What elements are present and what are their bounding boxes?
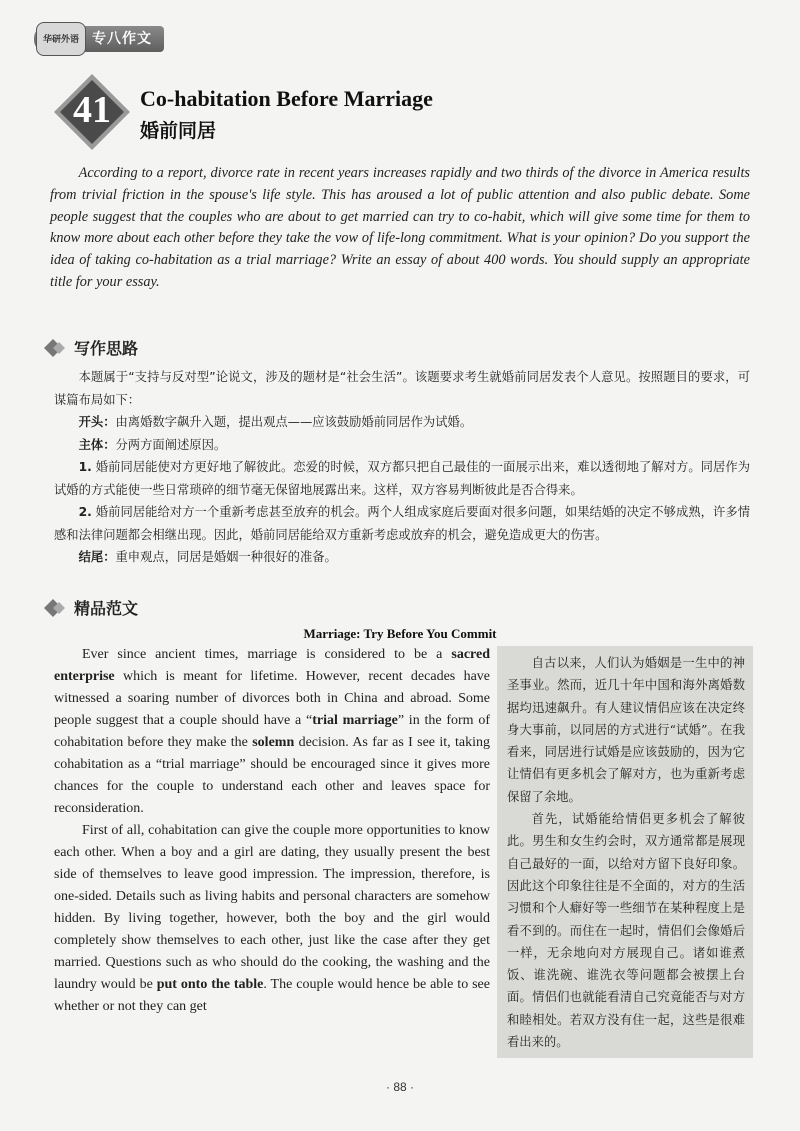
bold-phrase: sacred enterprise (54, 647, 490, 684)
page-number: · 88 · (385, 1080, 414, 1094)
text-run: . The couple would hence be able to see whether or not they can get (54, 977, 490, 1014)
outline-intro: 本题属于“支持与反对型”论说文，涉及的题材是“社会生活”。该题要求考生就婚前同居发表个人意见。按照题目的要求，可谋篇布局如下： (54, 370, 750, 407)
category-label: 专八作文 (92, 31, 152, 47)
bold-phrase: solemn (252, 735, 295, 750)
text-run: decision. As far as I see it, taking cohabitation as a “trial marriage” should be encouraged since it gives more chances for the couple to understand each other and leaves space for reconsideration. (54, 735, 490, 816)
essay-title: Marriage: Try Before You Commit (303, 626, 497, 641)
logo-text: 华研外语 (42, 34, 79, 44)
point-2-label: 2. (78, 505, 92, 519)
topic-number: 41 (73, 89, 111, 131)
translation-paragraph-1: 自古以来，人们认为婚姻是一生中的神圣事业。然而，近几十年中国和海外离婚数据均迅速飙升。有人建议情侣应该在决定终身大事前，以同居的方式进行“试婚”。在我看来，同居进行试婚是应该鼓励的，因为它让情侣有更多机会了解对方，也为重新考虑保留了余地。 (507, 656, 745, 804)
opening-label: 开头： (78, 415, 116, 429)
outline-body (54, 434, 750, 457)
prompt-text: According to a report, divorce rate in recent years increases rapidly and two thirds of the divorce in America results from trivial friction in the spouse's life style. This has aroused a lot of public attention and also public debate. Some people suggest that the couples who are about to get married can try to co-habit, which will give some time for them to know more about each other before they take the vow of life-long commitment. What is your opinion? Do you support the idea of taking co-habitation as a trial marriage? Write an essay of about 400 words. You should supply an appropriate title for your essay. (50, 165, 750, 290)
point-1-label: 1. (78, 460, 92, 474)
outline-point-1 (54, 456, 750, 501)
bold-phrase: trial marriage (312, 713, 398, 728)
title-chinese: 婚前同居 (140, 120, 217, 142)
section-heading-text: 写作思路 (74, 339, 139, 358)
point-1-text: 婚前同居能使对方更好地了解彼此。恋爱的时候，双方都只把自己最佳的一面展示出来，难以透彻地了解对方。同居作为试婚的方式能使一些日常琐碎的细节毫无保留地展露出来。这样，双方容易判断彼此是否合得来。 (54, 460, 750, 497)
translation-paragraph-2: 首先，试婚能给情侣更多机会了解彼此。男生和女生约会时，双方通常都是展现自己最好的一面，以给对方留下良好印象。因此这个印象往往是不全面的，对方的生活习惯和个人癖好等一些细节在某种程度上是看不到的。而住在一起时，情侣们会像婚后一样，无余地向对方展现自己。诸如谁煮饭、谁洗碗、谁洗衣等问题都会被摆上台面。情侣们也就能看清自己究竟能否与对方和睦相处。若双方没有住一起，这些是很难看出来的。 (507, 812, 745, 1050)
section-heading-text: 精品范文 (74, 599, 139, 618)
body-text: 分两方面阐述原因。 (115, 437, 227, 452)
title-english: Co-habitation Before Marriage (140, 86, 433, 111)
outline-point-2 (54, 501, 750, 546)
writing-outline (54, 366, 750, 569)
essay-paragraph-1 (54, 644, 490, 820)
body-label: 主体： (78, 437, 116, 452)
publisher-logo (36, 22, 86, 56)
point-2-text: 婚前同居能给对方一个重新考虑甚至放弃的机会。两个人组成家庭后要面对很多问题，如果结婚的决定不够成熟，许多情感和法律问题都会相继出现。因此，婚前同居能给双方重新考虑或放弃的机会，避免造成更大的伤害。 (54, 505, 750, 542)
diamond-bullet-icon (44, 338, 66, 358)
ending-label: 结尾： (78, 550, 116, 564)
outline-opening (54, 411, 750, 434)
outline-ending (54, 546, 750, 569)
essay-paragraph-2 (54, 820, 490, 1018)
essay-english (54, 644, 490, 1018)
section-heading-outline (44, 336, 138, 359)
translation-box (497, 646, 753, 1058)
text-run: First of all, cohabitation can give the couple more opportunities to know each other. When a boy and a girl are dating, they usually present the best side of themselves to leave good impression. The impression, therefore, is one-sided. Details such as living habits and personal characters are somehow hidden. By living together, however, both the boy and the girl would completely show themselves to each other, just like the case after they get married. Questions such as who should do the cooking, the washing and the laundry would be (54, 823, 490, 992)
text-run: Ever since ancient times, marriage is considered to be a (82, 647, 452, 662)
ending-text: 重申观点，同居是婚姻一种很好的准备。 (115, 550, 337, 564)
essay-prompt (50, 163, 750, 294)
opening-text: 由离婚数字飙升入题，提出观点——应该鼓励婚前同居作为试婚。 (115, 415, 473, 429)
diamond-bullet-icon (44, 598, 66, 618)
text-run: which is meant for lifetime. However, recent decades have witnessed a soaring number of divorces both in China and abroad. Some people suggest that a couple should have a “ (54, 669, 490, 728)
bold-phrase: put onto the table (156, 977, 264, 992)
text-run: ” in the form of cohabitation before they make the (54, 713, 490, 750)
section-heading-sample (44, 596, 138, 619)
